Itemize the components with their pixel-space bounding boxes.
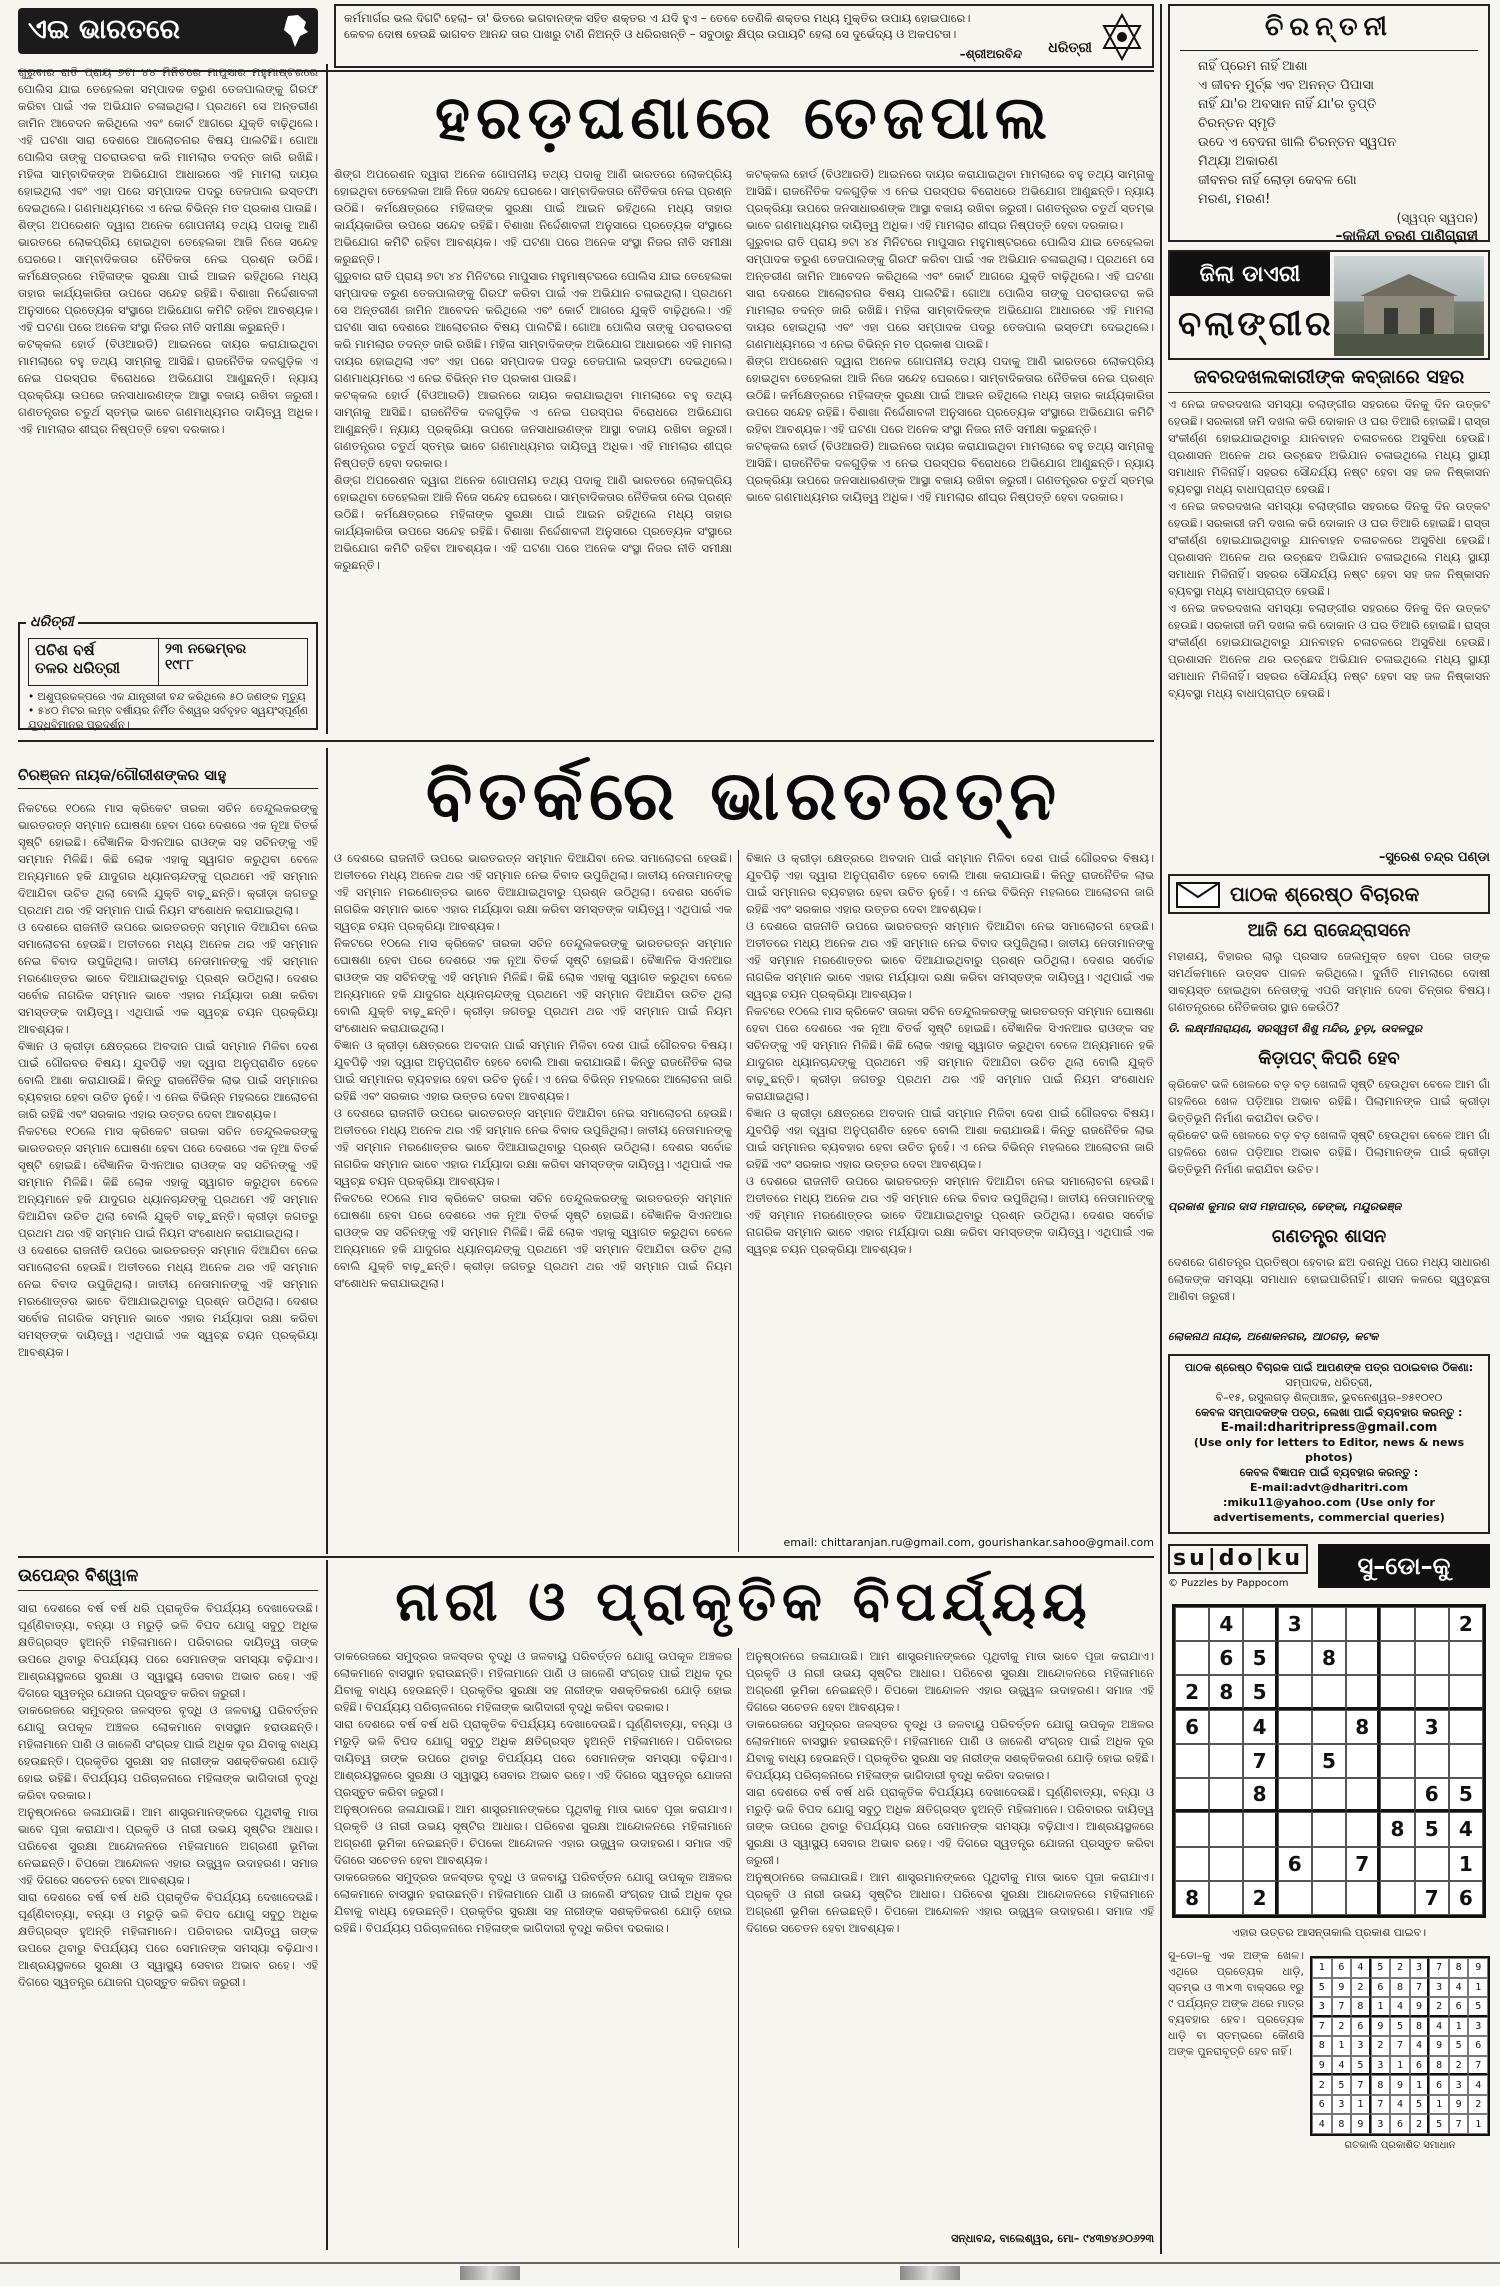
jilla-diary-box bbox=[1168, 250, 1490, 360]
sudoku-solution-cell: 4 bbox=[1429, 2017, 1449, 2037]
chirantani-line: ନାହିଁ ପ୍ରେମ ନାହିଁ ଆଶା bbox=[1198, 59, 1308, 74]
jilla-author: –ସୁରେଶ ଚନ୍ଦ୍ର ପଣ୍ଡା bbox=[1378, 850, 1490, 865]
sudoku-cell[interactable] bbox=[1346, 1641, 1380, 1675]
sudoku-cell[interactable] bbox=[1415, 1607, 1449, 1641]
story-br-col3-text-3: ନିକଟରେ ୧୦ଲେ ମାସ କ୍ରିକେଟ ତାରକା ସଚିନ ତେନ୍ଦୁଲକରଙ୍କୁ ଭାରତରତ୍ନ ସମ୍ମାନ ଘୋଷଣା ହେବା ପରେ ଦେଶରେ ଏକ ନୂଆ ବିତର୍କ ସୃଷ୍ଟି ହୋଇଛି। ବୈଜ୍ଞାନିକ ସିଏନଆର ରାଓଙ୍କ ସହ ସଚିନଙ୍କୁ ଏହି ସମ୍ମାନ ମିଳିଛି। କିଛି ଲୋକ ଏହାକୁ ସ୍ୱାଗତ କରୁଥିବା ବେଳେ ଅନ୍ୟମାନେ ହକି ଯାଦୁଗର ଧ୍ୟାନଚାନ୍ଦଙ୍କୁ ପ୍ରଥମେ ଏହି ସମ୍ମାନ ଦିଆଯିବା ଉଚିତ ଥିଲା ବୋଲି ଯୁକ୍ତି ବାଢ଼ୁଛନ୍ତି। କ୍ରୀଡ଼ା ଜଗତରୁ ପ୍ରଥମ ଥର ଏହି ସମ୍ମାନ ପାଇଁ ନିୟମ ସଂଶୋଧନ କରାଯାଇଥିଲା। bbox=[746, 1004, 1154, 1103]
sudoku-cell[interactable]: 2 bbox=[1449, 1607, 1483, 1641]
sudoku-cell[interactable]: 5 bbox=[1449, 1778, 1483, 1812]
sudoku-cell[interactable] bbox=[1346, 1675, 1380, 1709]
reader-letter-1 bbox=[1168, 948, 1490, 1018]
dharitri-mini-logo: ଧରିତ୍ରୀ bbox=[1048, 40, 1092, 56]
sudoku-solution-cell: 2 bbox=[1468, 2095, 1488, 2115]
sudoku-solution-cell: 9 bbox=[1429, 2036, 1449, 2056]
sudoku-solution-cell: 5 bbox=[1468, 1997, 1488, 2017]
sudoku-cell[interactable] bbox=[1380, 1607, 1414, 1641]
envelope-icon bbox=[1176, 882, 1220, 912]
sudoku-footer: ଏହାର ଉତ୍ତର ଆସନ୍ତାକାଲି ପ୍ରକାଶ ପାଇବ। bbox=[1231, 1926, 1427, 1939]
sudoku-cell[interactable]: 6 bbox=[1278, 1847, 1312, 1881]
story-nari-col1-text-4: ସାରା ଦେଶରେ ବର୍ଷ ବର୍ଷ ଧରି ପ୍ରାକୃତିକ ବିପର୍ଯ୍ୟୟ ଦେଖାଦେଉଛି। ଘୂର୍ଣ୍ଣିବାତ୍ୟା, ବନ୍ୟା ଓ ମରୁଡ଼ି ଭଳି ବିପଦ ଯୋଗୁ ସବୁଠୁ ଅଧିକ କ୍ଷତିଗ୍ରସ୍ତ ହୁଅନ୍ତି ମହିଳାମାନେ। ପରିବାରର ଦାୟିତ୍ୱ ତାଙ୍କ ଉପରେ ଥିବାରୁ ବିପର୍ଯ୍ୟୟ ପରେ ସେମାନଙ୍କ ସମସ୍ୟା ବଢ଼ିଯାଏ। ଆଶ୍ରୟସ୍ଥଳରେ ସୁରକ୍ଷା ଓ ସ୍ୱାସ୍ଥ୍ୟ ସେବାର ଅଭାବ ରହେ। ଏହି ଦିଗରେ ସ୍ୱତନ୍ତ୍ର ଯୋଜନା ପ୍ରସ୍ତୁତ କରିବା ଜରୁରୀ। bbox=[18, 1890, 318, 1989]
sudoku-cell[interactable]: 2 bbox=[1243, 1881, 1277, 1915]
sudoku-solution-cell: 5 bbox=[1390, 2017, 1410, 2037]
byline-bharat-ratna: ଚିରଞ୍ଜନ ନାୟକ/ଗୌରୀଶଙ୍କର ସାହୁ bbox=[18, 766, 318, 789]
contact-line2: ସମ୍ପାଦକ, ଧରିତ୍ରୀ, bbox=[1285, 1376, 1373, 1389]
sudoku-solution-cell: 9 bbox=[1468, 1958, 1488, 1978]
sudoku-solution-cell: 7 bbox=[1312, 2017, 1332, 2037]
sudoku-solution-cell: 3 bbox=[1332, 2095, 1352, 2115]
reader-letter-3 bbox=[1168, 1254, 1490, 1328]
reader-sub2-author: ପ୍ରକାଶ କୁମାର ଦାସ ମହାପାତ୍ର, ଢେଙ୍କା, ମୟୂରଭଞ୍ଜ bbox=[1168, 1200, 1402, 1213]
sudoku-solution-cell: 8 bbox=[1351, 1997, 1371, 2017]
sudoku-solution-cell: 2 bbox=[1371, 2036, 1391, 2056]
story-nari-col1-text-2: ଡାକରେଜରେ ସମୁଦ୍ରର ଜଳସ୍ତର ବୃଦ୍ଧି ଓ ଜଳବାୟୁ ପରିବର୍ତ୍ତନ ଯୋଗୁ ଉପକୂଳ ଅଞ୍ଚଳର ଲୋକମାନେ ବାସସ୍ଥାନ ହରାଉଛନ୍ତି। ମହିଳାମାନେ ପାଣି ଓ ଜାଳେଣି ସଂଗ୍ରହ ପାଇଁ ଅଧିକ ଦୂର ଯିବାକୁ ବାଧ୍ୟ ହେଉଛନ୍ତି। ପ୍ରକୃତିର ସୁରକ୍ଷା ସହ ନାରୀଙ୍କ ସଶକ୍ତିକରଣ ଯୋଡ଼ି ହୋଇ ରହିଛି। ବିପର୍ଯ୍ୟୟ ପରିଚାଳନାରେ ମହିଳାଙ୍କ ଭାଗିଦାରୀ ବୃଦ୍ଧି କରିବା ଦରକାର। bbox=[18, 1703, 318, 1802]
sudoku-cell[interactable] bbox=[1346, 1607, 1380, 1641]
story-col3-text-1: କଟକ୍କଲ ହୋର୍ଡ (ବିଓଆରଡି) ଆଇନରେ ଦାୟର କରାଯାଇଥିବା ମାମଲାରେ ବହୁ ତଥ୍ୟ ସାମ୍ନାକୁ ଆସିଛି। ରାଜନୈତିକ ଦଳଗୁଡ଼ିକ ଏ ନେଇ ପରସ୍ପର ବିରୋଧରେ ଅଭିଯୋଗ ଆଣୁଛନ୍ତି। ନ୍ୟାୟ ପ୍ରକ୍ରିୟା ଉପରେ ଜନସାଧାରଣଙ୍କ ଆସ୍ଥା ବଜାୟ ରଖିବା ଜରୁରୀ। ଗଣତନ୍ତ୍ରର ଚତୁର୍ଥ ସ୍ତମ୍ଭ ଭାବେ ଗଣମାଧ୍ୟମର ଦାୟିତ୍ୱ ଅଧିକ। ଏହି ମାମଲାର ଶୀଘ୍ର ନିଷ୍ପତ୍ତି ହେବା ଦରକାର। bbox=[746, 167, 1154, 232]
sudoku-solution-cell: 9 bbox=[1371, 2017, 1391, 2037]
sudoku-cell[interactable] bbox=[1278, 1675, 1312, 1709]
sudoku-cell[interactable] bbox=[1209, 1710, 1243, 1744]
sudoku-solution-cell: 3 bbox=[1410, 1958, 1430, 1978]
reader-letter-1-text: ମହାଶୟ, ବିହାରର ଲାଲୁ ପ୍ରସାଦ ଜେଲମୁକ୍ତ ହେବା ପରେ ତାଙ୍କ ସମର୍ଥକମାନେ ଉତ୍ସବ ପାଳନ କରିଥିଲେ। ଦୁର୍ନୀତି ମାମଲାରେ ଦୋଷୀ ସାବ୍ୟସ୍ତ ହୋଇଥିବା ନେତାଙ୍କୁ ଏପରି ସମ୍ମାନ ଦେବା ଚିନ୍ତାର ବିଷୟ। ଗଣତନ୍ତ୍ରରେ ନୈତିକତାର ସ୍ଥାନ କେଉଁଠି? bbox=[1168, 949, 1490, 1014]
story-br-col2-text-5: ନିକଟରେ ୧୦ଲେ ମାସ କ୍ରିକେଟ ତାରକା ସଚିନ ତେନ୍ଦୁଲକରଙ୍କୁ ଭାରତରତ୍ନ ସମ୍ମାନ ଘୋଷଣା ହେବା ପରେ ଦେଶରେ ଏକ ନୂଆ ବିତର୍କ ସୃଷ୍ଟି ହୋଇଛି। ବୈଜ୍ଞାନିକ ସିଏନଆର ରାଓଙ୍କ ସହ ସଚିନଙ୍କୁ ଏହି ସମ୍ମାନ ମିଳିଛି। କିଛି ଲୋକ ଏହାକୁ ସ୍ୱାଗତ କରୁଥିବା ବେଳେ ଅନ୍ୟମାନେ ହକି ଯାଦୁଗର ଧ୍ୟାନଚାନ୍ଦଙ୍କୁ ପ୍ରଥମେ ଏହି ସମ୍ମାନ ଦିଆଯିବା ଉଚିତ ଥିଲା ବୋଲି ଯୁକ୍ତି ବାଢ଼ୁଛନ୍ତି। କ୍ରୀଡ଼ା ଜଗତରୁ ପ୍ରଥମ ଥର ଏହି ସମ୍ମାନ ପାଇଁ ନିୟମ ସଂଶୋଧନ କରାଯାଇଥିଲା। bbox=[334, 1191, 732, 1290]
sudoku-solution-cell: 7 bbox=[1449, 2114, 1469, 2134]
sudoku-cell[interactable] bbox=[1380, 1710, 1414, 1744]
story-col3-text-4: କଟକ୍କଲ ହୋର୍ଡ (ବିଓଆରଡି) ଆଇନରେ ଦାୟର କରାଯାଇଥିବା ମାମଲାରେ ବହୁ ତଥ୍ୟ ସାମ୍ନାକୁ ଆସିଛି। ରାଜନୈତିକ ଦଳଗୁଡ଼ିକ ଏ ନେଇ ପରସ୍ପର ବିରୋଧରେ ଅଭିଯୋଗ ଆଣୁଛନ୍ତି। ନ୍ୟାୟ ପ୍ରକ୍ରିୟା ଉପରେ ଜନସାଧାରଣଙ୍କ ଆସ୍ଥା ବଜାୟ ରଖିବା ଜରୁରୀ। ଗଣତନ୍ତ୍ରର ଚତୁର୍ଥ ସ୍ତମ୍ଭ ଭାବେ ଗଣମାଧ୍ୟମର ଦାୟିତ୍ୱ ଅଧିକ। ଏହି ମାମଲାର ଶୀଘ୍ର ନିଷ୍ପତ୍ତି ହେବା ଦରକାର। bbox=[746, 439, 1154, 504]
sudoku-solution-cell: 1 bbox=[1449, 2017, 1469, 2037]
contact-box bbox=[1168, 1354, 1490, 1534]
sudoku-solution-cell: 6 bbox=[1429, 2075, 1449, 2095]
story-nari-col2-text-1: ଡାକରେଜରେ ସମୁଦ୍ରର ଜଳସ୍ତର ବୃଦ୍ଧି ଓ ଜଳବାୟୁ ପରିବର୍ତ୍ତନ ଯୋଗୁ ଉପକୂଳ ଅଞ୍ଚଳର ଲୋକମାନେ ବାସସ୍ଥାନ ହରାଉଛନ୍ତି। ମହିଳାମାନେ ପାଣି ଓ ଜାଳେଣି ସଂଗ୍ରହ ପାଇଁ ଅଧିକ ଦୂର ଯିବାକୁ ବାଧ୍ୟ ହେଉଛନ୍ତି। ପ୍ରକୃତିର ସୁରକ୍ଷା ସହ ନାରୀଙ୍କ ସଶକ୍ତିକରଣ ଯୋଡ଼ି ହୋଇ ରହିଛି। ବିପର୍ଯ୍ୟୟ ପରିଚାଳନାରେ ମହିଳାଙ୍କ ଭାଗିଦାରୀ ବୃଦ୍ଧି କରିବା ଦରକାର। bbox=[334, 1649, 732, 1714]
story-tejpal-text-3: କଟକ୍କଲ ହୋର୍ଡ (ବିଓଆରଡି) ଆଇନରେ ଦାୟର କରାଯାଇଥିବା ମାମଲାରେ ବହୁ ତଥ୍ୟ ସାମ୍ନାକୁ ଆସିଛି। ରାଜନୈତିକ ଦଳଗୁଡ଼ିକ ଏ ନେଇ ପରସ୍ପର ବିରୋଧରେ ଅଭିଯୋଗ ଆଣୁଛନ୍ତି। ନ୍ୟାୟ ପ୍ରକ୍ରିୟା ଉପରେ ଜନସାଧାରଣଙ୍କ ଆସ୍ଥା ବଜାୟ ରଖିବା ଜରୁରୀ। ଗଣତନ୍ତ୍ରର ଚତୁର୍ଥ ସ୍ତମ୍ଭ ଭାବେ ଗଣମାଧ୍ୟମର ଦାୟିତ୍ୱ ଅଧିକ। ଏହି ମାମଲାର ଶୀଘ୍ର ନିଷ୍ପତ୍ତି ହେବା ଦରକାର। bbox=[18, 337, 318, 436]
contact-line1: ପାଠକ ଶ୍ରେଷ୍ଠ ବିଚାରକ ପାଇଁ ଆପଣଙ୍କ ପତ୍ର ପଠାଇବାର ଠିକଣା: bbox=[1184, 1361, 1474, 1374]
sudoku-cell[interactable] bbox=[1278, 1744, 1312, 1778]
sudoku-cell[interactable]: 3 bbox=[1278, 1607, 1312, 1641]
reader-section-header bbox=[1168, 874, 1490, 914]
chirantani-line: ଜୀବନର ନାହିଁ ଲୋଡ଼ା କେବଳ ଗୋ bbox=[1198, 173, 1357, 188]
sudoku-cell[interactable]: 4 bbox=[1209, 1607, 1243, 1641]
sudoku-cell[interactable] bbox=[1209, 1778, 1243, 1812]
contact-email3[interactable]: :miku11@yahoo.com (Use only for bbox=[1223, 1496, 1435, 1509]
sudoku-cell[interactable] bbox=[1380, 1881, 1414, 1915]
chirantani-line: ମିଥ୍ୟା ଅକାରଣ bbox=[1198, 154, 1278, 169]
sudoku-solution-cell: 3 bbox=[1312, 1997, 1332, 2017]
archive-bullet-1: • ଅଶୁପ୍ରକଳ୍ପରେ ଏକ ଯାନ୍ତ୍ରୀକୀ ବନ୍ଦ କରିଥିଲେ ୫୦ ଜଣଙ୍କ ମୃତ୍ୟୁ bbox=[28, 691, 306, 703]
sudoku-cell[interactable] bbox=[1278, 1812, 1312, 1846]
archive-box bbox=[18, 614, 318, 731]
chirantani-line: ଏ ଜୀବନ ମୁର୍ଚ୍ଛ ଏବ ଅନନ୍ତ ପିପାସା bbox=[1198, 78, 1374, 93]
sudoku-logo-sub: © Puzzles by Pappocom bbox=[1168, 1578, 1289, 1589]
archive-line2: ତଳର ଧରିତ୍ରୀ bbox=[35, 659, 120, 677]
sudoku-cell[interactable]: 8 bbox=[1209, 1675, 1243, 1709]
sudoku-solution-cell: 5 bbox=[1371, 1958, 1391, 1978]
sudoku-cell[interactable] bbox=[1243, 1607, 1277, 1641]
sudoku-cell[interactable] bbox=[1415, 1744, 1449, 1778]
reader-sub3-author: ଲୋକନାଥ ନାୟକ, ଅଶୋକନଗର, ଆଠଗଡ଼, କଟକ bbox=[1168, 1330, 1379, 1343]
contact-email1[interactable]: E-mail:dharitripress@gmail.com bbox=[1220, 1420, 1438, 1434]
story-br-col3-text-4: ବିଜ୍ଞାନ ଓ କ୍ରୀଡ଼ା କ୍ଷେତ୍ରରେ ଅବଦାନ ପାଇଁ ସମ୍ମାନ ମିଳିବା ଦେଶ ପାଇଁ ଗୌରବର ବିଷୟ। ଯୁବପିଢ଼ି ଏହା ଦ୍ୱାରା ଅନୁପ୍ରାଣିତ ହେବେ ବୋଲି ଆଶା କରାଯାଉଛି। କିନ୍ତୁ ରାଜନୈତିକ ଲାଭ ପାଇଁ ସମ୍ମାନର ବ୍ୟବହାର ହେବା ଉଚିତ ନୁହେଁ। ଏ ନେଇ ବିଭିନ୍ନ ମହଲରେ ଆଲୋଚନା ଜାରି ରହିଛି ଏବଂ ସରକାର ଏହାର ଉତ୍ତର ଦେବା ଆବଶ୍ୟକ। bbox=[746, 1106, 1154, 1171]
story-nari-col2-text-3: ଅନୁଷ୍ଠାନରେ ଜଳାଯାଉଛି। ଆମ ଶାସ୍ତ୍ରମାନଙ୍କରେ ପୃଥିବୀକୁ ମାତା ଭାବେ ପୂଜା କରାଯାଏ। ପ୍ରକୃତି ଓ ନାରୀ ଉଭୟ ସୃଷ୍ଟିର ଆଧାର। ପରିବେଶ ସୁରକ୍ଷା ଆନ୍ଦୋଳନରେ ମହିଳାମାନେ ଅଗ୍ରଣୀ ଭୂମିକା ନେଇଛନ୍ତି। ଚିପକୋ ଆନ୍ଦୋଳନ ଏହାର ଉଜ୍ଜ୍ୱଳ ଉଦାହରଣ। ସମାଜ ଏହି ଦିଗରେ ସଚେତନ ହେବା ଆବଶ୍ୟକ। bbox=[334, 1802, 732, 1867]
sudoku-cell[interactable] bbox=[1380, 1641, 1414, 1675]
quote-box bbox=[334, 4, 1154, 68]
story-br-col3-text-5: ଓ ଦେଶରେ ରାଜନୀତି ଉପରେ ଭାରତରତ୍ନ ସମ୍ମାନ ଦିଆଯିବା ନେଇ ସମାଲୋଚନା ହେଉଛି। ଅତୀତରେ ମଧ୍ୟ ଅନେକ ଥର ଏହି ସମ୍ମାନ ନେଇ ବିବାଦ ଉପୁଜିଥିଲା। ଜାତୀୟ ନେତାମାନଙ୍କୁ ଏହି ସମ୍ମାନ ମରଣୋତ୍ତର ଭାବେ ଦିଆଯାଇଥିବାରୁ ପ୍ରଶ୍ନ ଉଠିଥିଲା। ଦେଶର ସର୍ବୋଚ୍ଚ ନାଗରିକ ସମ୍ମାନ ଭାବେ ଏହାର ମର୍ଯ୍ୟାଦା ରକ୍ଷା କରିବା ସମସ୍ତଙ୍କ ଦାୟିତ୍ୱ। ଏଥିପାଇଁ ଏକ ସ୍ୱଚ୍ଛ ଚୟନ ପ୍ରକ୍ରିୟା ଆବଶ୍ୟକ। bbox=[746, 1174, 1154, 1256]
sudoku-solution-cell: 8 bbox=[1390, 1978, 1410, 1998]
sudoku-cell[interactable]: 8 bbox=[1346, 1710, 1380, 1744]
sudoku-solution-cell: 1 bbox=[1390, 2056, 1410, 2076]
sudoku-cell[interactable] bbox=[1312, 1881, 1346, 1915]
sudoku-grid bbox=[1172, 1604, 1486, 1918]
sudoku-solution-cell: 8 bbox=[1332, 2114, 1352, 2134]
sudoku-cell[interactable] bbox=[1243, 1847, 1277, 1881]
sudoku-cell[interactable] bbox=[1346, 1881, 1380, 1915]
story-col2-text-3: କଟକ୍କଲ ହୋର୍ଡ (ବିଓଆରଡି) ଆଇନରେ ଦାୟର କରାଯାଇଥିବା ମାମଲାରେ ବହୁ ତଥ୍ୟ ସାମ୍ନାକୁ ଆସିଛି। ରାଜନୈତିକ ଦଳଗୁଡ଼ିକ ଏ ନେଇ ପରସ୍ପର ବିରୋଧରେ ଅଭିଯୋଗ ଆଣୁଛନ୍ତି। ନ୍ୟାୟ ପ୍ରକ୍ରିୟା ଉପରେ ଜନସାଧାରଣଙ୍କ ଆସ୍ଥା ବଜାୟ ରଖିବା ଜରୁରୀ। ଗଣତନ୍ତ୍ରର ଚତୁର୍ଥ ସ୍ତମ୍ଭ ଭାବେ ଗଣମାଧ୍ୟମର ଦାୟିତ୍ୱ ଅଧିକ। ଏହି ମାମଲାର ଶୀଘ୍ର ନିଷ୍ପତ୍ତି ହେବା ଦରକାର। bbox=[334, 388, 732, 470]
sudoku-solution-cell: 9 bbox=[1449, 2095, 1469, 2115]
story-nari-col1-text-1: ସାରା ଦେଶରେ ବର୍ଷ ବର୍ଷ ଧରି ପ୍ରାକୃତିକ ବିପର୍ଯ୍ୟୟ ଦେଖାଦେଉଛି। ଘୂର୍ଣ୍ଣିବାତ୍ୟା, ବନ୍ୟା ଓ ମରୁଡ଼ି ଭଳି ବିପଦ ଯୋଗୁ ସବୁଠୁ ଅଧିକ କ୍ଷତିଗ୍ରସ୍ତ ହୁଅନ୍ତି ମହିଳାମାନେ। ପରିବାରର ଦାୟିତ୍ୱ ତାଙ୍କ ଉପରେ ଥିବାରୁ ବିପର୍ଯ୍ୟୟ ପରେ ସେମାନଙ୍କ ସମସ୍ୟା ବଢ଼ିଯାଏ। ଆଶ୍ରୟସ୍ଥଳରେ ସୁରକ୍ଷା ଓ ସ୍ୱାସ୍ଥ୍ୟ ସେବାର ଅଭାବ ରହେ। ଏହି ଦିଗରେ ସ୍ୱତନ୍ତ୍ର ଯୋଜନା ପ୍ରସ୍ତୁତ କରିବା ଜରୁରୀ। bbox=[18, 1601, 318, 1700]
sudoku-solution-cell: 4 bbox=[1468, 2075, 1488, 2095]
archive-bullet-2-text: ୫୪୦ ମିଟର ଲମ୍ବ ବର୍ଷୀୟର ନିର୍ମିତ ବିଶ୍ୱର ସର୍ବବୃହତ ସ୍ୱୟଂସ୍ପୂର୍ଣ୍ଣ ଯୁଦ୍ଧବିମାନର ପ୍ରଦର୍ଶନ। bbox=[28, 705, 308, 731]
sudoku-solution-cell: 3 bbox=[1371, 2114, 1391, 2134]
sudoku-cell[interactable]: 6 bbox=[1175, 1710, 1209, 1744]
sudoku-cell[interactable] bbox=[1243, 1812, 1277, 1846]
sudoku-cell[interactable]: 4 bbox=[1243, 1710, 1277, 1744]
story-tejpal-col2 bbox=[334, 166, 732, 734]
sudoku-cell[interactable] bbox=[1209, 1744, 1243, 1778]
story-tejpal-text-2: ଶିଙ୍ଗ ଅପରେଶନ ଦ୍ୱାରା ଅନେକ ଗୋପନୀୟ ତଥ୍ୟ ପଦାକୁ ଆଣି ଭାରତରେ ଲୋକପ୍ରିୟ ହୋଇଥିବା ତେହେଲକା ଆଜି ନିଜେ ସନ୍ଦେହ ଘେରରେ। ସାମ୍ବାଦିକତାର ନୈତିକତା ନେଇ ପ୍ରଶ୍ନ ଉଠିଛି। କର୍ମକ୍ଷେତ୍ରରେ ମହିଳାଙ୍କ ସୁରକ୍ଷା ପାଇଁ ଆଇନ ରହିଥିଲେ ମଧ୍ୟ ତାହାର କାର୍ଯ୍ୟକାରିତା ଉପରେ ସନ୍ଦେହ ରହିଛି। ବିଶାଖା ନିର୍ଦ୍ଦେଶାବଳୀ ଅନୁସାରେ ପ୍ରତ୍ୟେକ ସଂସ୍ଥାରେ ଅଭିଯୋଗ କମିଟି ରହିବା ଆବଶ୍ୟକ। ଏହି ଘଟଣା ପରେ ଅନେକ ସଂସ୍ଥା ନିଜର ନୀତି ସମୀକ୍ଷା କରୁଛନ୍ତି। bbox=[18, 218, 318, 334]
reader-letter-2 bbox=[1168, 1076, 1490, 1196]
sudoku-solution-grid bbox=[1310, 1956, 1490, 2136]
sudoku-cell[interactable] bbox=[1449, 1641, 1483, 1675]
reader-letter-3-text: ଦେଶରେ ଗଣତନ୍ତ୍ର ପ୍ରତିଷ୍ଠା ହେବାର ଛଅ ଦଶନ୍ଧି ପରେ ମଧ୍ୟ ସାଧାରଣ ଲୋକଙ୍କ ସମସ୍ୟା ସମାଧାନ ହୋଇପାରିନାହିଁ। ଶାସନ କଳରେ ସ୍ୱଚ୍ଛତା ଆଣିବା ଜରୁରୀ। bbox=[1168, 1255, 1490, 1303]
sudoku-solution-cell: 2 bbox=[1351, 1978, 1371, 1998]
sudoku-cell[interactable] bbox=[1312, 1778, 1346, 1812]
sudoku-cell[interactable] bbox=[1209, 1812, 1243, 1846]
sudoku-solution-cell: 1 bbox=[1312, 1958, 1332, 1978]
story-br-col2-text-3: ବିଜ୍ଞାନ ଓ କ୍ରୀଡ଼ା କ୍ଷେତ୍ରରେ ଅବଦାନ ପାଇଁ ସମ୍ମାନ ମିଳିବା ଦେଶ ପାଇଁ ଗୌରବର ବିଷୟ। ଯୁବପିଢ଼ି ଏହା ଦ୍ୱାରା ଅନୁପ୍ରାଣିତ ହେବେ ବୋଲି ଆଶା କରାଯାଉଛି। କିନ୍ତୁ ରାଜନୈତିକ ଲାଭ ପାଇଁ ସମ୍ମାନର ବ୍ୟବହାର ହେବା ଉଚିତ ନୁହେଁ। ଏ ନେଇ ବିଭିନ୍ନ ମହଲରେ ଆଲୋଚନା ଜାରି ରହିଛି ଏବଂ ସରକାର ଏହାର ଉତ୍ତର ଦେବା ଆବଶ୍ୟକ। bbox=[334, 1038, 732, 1103]
jilla-headline: ଜବରଦଖଲକାରୀଙ୍କ କବ୍ଜାରେ ସହର bbox=[1168, 366, 1490, 393]
registration-mark-1 bbox=[460, 2266, 520, 2280]
sudoku-solution-cell: 7 bbox=[1410, 1978, 1430, 1998]
archive-bullet-2: • ୫୪୦ ମିଟର ଲମ୍ବ ବର୍ଷୀୟର ନିର୍ମିତ ବିଶ୍ୱର ସର୍ବବୃହତ ସ୍ୱୟଂସ୍ପୂର୍ଣ୍ଣ ଯୁଦ୍ଧବିମାନର ପ୍ରଦର୍ଶନ। bbox=[28, 705, 308, 731]
reader-sub1-author: ଡି. ଲକ୍ଷ୍ମୀନାରାୟଣ, ସରସ୍ୱତୀ ଶିଶୁ ମନ୍ଦିର, ଚୁଡ଼ା, ଉଦଳପୁର bbox=[1168, 1022, 1423, 1035]
sudoku-solution-cell: 7 bbox=[1468, 2056, 1488, 2076]
sudoku-cell[interactable] bbox=[1175, 1812, 1209, 1846]
registration-mark-2 bbox=[900, 2266, 960, 2280]
sudoku-solution-cell: 4 bbox=[1312, 2114, 1332, 2134]
sudoku-cell[interactable]: 1 bbox=[1449, 1847, 1483, 1881]
sudoku-cell[interactable]: 6 bbox=[1209, 1641, 1243, 1675]
sudoku-cell[interactable]: 6 bbox=[1449, 1881, 1483, 1915]
sudoku-cell[interactable]: 8 bbox=[1243, 1778, 1277, 1812]
sudoku-solution-cell: 7 bbox=[1332, 1997, 1352, 2017]
sudoku-cell[interactable] bbox=[1380, 1744, 1414, 1778]
sudoku-cell[interactable]: 7 bbox=[1243, 1744, 1277, 1778]
story-br-col1-text-2: ଓ ଦେଶରେ ରାଜନୀତି ଉପରେ ଭାରତରତ୍ନ ସମ୍ମାନ ଦିଆଯିବା ନେଇ ସମାଲୋଚନା ହେଉଛି। ଅତୀତରେ ମଧ୍ୟ ଅନେକ ଥର ଏହି ସମ୍ମାନ ନେଇ ବିବାଦ ଉପୁଜିଥିଲା। ଜାତୀୟ ନେତାମାନଙ୍କୁ ଏହି ସମ୍ମାନ ମରଣୋତ୍ତର ଭାବେ ଦିଆଯାଇଥିବାରୁ ପ୍ରଶ୍ନ ଉଠିଥିଲା। ଦେଶର ସର୍ବୋଚ୍ଚ ନାଗରିକ ସମ୍ମାନ ଭାବେ ଏହାର ମର୍ଯ୍ୟାଦା ରକ୍ଷା କରିବା ସମସ୍ତଙ୍କ ଦାୟିତ୍ୱ। ଏଥିପାଇଁ ଏକ ସ୍ୱଚ୍ଛ ଚୟନ ପ୍ରକ୍ରିୟା ଆବଶ୍ୟକ। bbox=[18, 920, 318, 1036]
sudoku-title: ସୁ–ଡୋ–କୁ bbox=[1318, 1544, 1490, 1588]
sudoku-cell[interactable]: 8 bbox=[1312, 1641, 1346, 1675]
sudoku-cell[interactable]: 5 bbox=[1243, 1675, 1277, 1709]
sudoku-solution-cell: 3 bbox=[1371, 2056, 1391, 2076]
sudoku-cell[interactable] bbox=[1175, 1607, 1209, 1641]
archive-date2: ୧୯୮୮ bbox=[165, 657, 194, 673]
byline-upendra: ଉପେନ୍ଦ୍ର ବିଶ୍ୱାଳ bbox=[18, 1566, 318, 1591]
sudoku-cell[interactable] bbox=[1415, 1641, 1449, 1675]
sudoku-cell[interactable] bbox=[1278, 1881, 1312, 1915]
sudoku-cell[interactable] bbox=[1380, 1778, 1414, 1812]
sudoku-cell[interactable]: 3 bbox=[1415, 1710, 1449, 1744]
story-tejpal-col3 bbox=[746, 166, 1154, 734]
sudoku-header bbox=[1168, 1544, 1490, 1594]
sudoku-solution-cell: 3 bbox=[1468, 2017, 1488, 2037]
jilla-story-text-2: ଏ ନେଇ ଜବରଦଖଲ ସମସ୍ୟା ବଲାଙ୍ଗୀର ସହରରେ ଦିନକୁ ଦିନ ଉତ୍କଟ ହେଉଛି। ସରକାରୀ ଜମି ଦଖଲ କରି ଦୋକାନ ଓ ଘର ତିଆରି ହୋଇଛି। ରାସ୍ତା ସଂକୀର୍ଣ୍ଣ ହୋଇଯାଇଥିବାରୁ ଯାନବାହନ ଚଳାଚଳରେ ଅସୁବିଧା ହେଉଛି। ପ୍ରଶାସନ ଅନେକ ଥର ଉଚ୍ଛେଦ ଅଭିଯାନ ଚଳାଇଥିଲେ ମଧ୍ୟ ସ୍ଥାୟୀ ସମାଧାନ ମିଳିନାହିଁ। ସହରର ସୌନ୍ଦର୍ଯ୍ୟ ନଷ୍ଟ ହେବା ସହ ଜଳ ନିଷ୍କାସନ ବ୍ୟବସ୍ଥା ମଧ୍ୟ ବାଧାପ୍ରାପ୍ତ ହେଉଛି। bbox=[1168, 499, 1490, 598]
chirantani-line: ଚିରନ୍ତନ ସ୍ମୃତି bbox=[1198, 116, 1276, 131]
sudoku-cell[interactable] bbox=[1312, 1607, 1346, 1641]
story-col3-text-2: ଗୁରୁବାର ରାତି ପ୍ରାୟ ୭ଟା ୪୪ ମିନିଟରେ ମାପୁସାର ମହୁମାଷ୍ଟରରେ ପୋଲିସ ଯାଇ ତେହେଲକା ସମ୍ପାଦକ ତରୁଣ ତେଜପାଲଙ୍କୁ ଗିରଫ କରିବା ପାଇଁ ଏକ ଅଭିଯାନ ଚଳାଇଥିଲା। ପ୍ରଥମେ ସେ ଅନ୍ତରୀଣ ଜାମିନ ଆବେଦନ କରିଥିଲେ ଏବଂ କୋର୍ଟ ଆଗରେ ଯୁକ୍ତି ବାଢ଼ିଥିଲେ। ଏହି ଘଟଣା ସାରା ଦେଶରେ ଆଲୋଚନାର ବିଷୟ ପାଲଟିଛି। ଗୋଆ ପୋଲିସ ତାଙ୍କୁ ପଚରାଉଚରା କରି ମାମଲାର ତଦନ୍ତ ଜାରି ରଖିଛି। ମହିଳା ସାମ୍ବାଦିକଙ୍କ ଅଭିଯୋଗ ଆଧାରରେ ଏହି ମାମଲା ଦାୟର ହୋଇଥିଲା ଏବଂ ଏହା ପରେ ସମ୍ପାଦକ ପଦରୁ ତେଜପାଲ ଇସ୍ତଫା ଦେଇଥିଲେ। ଗଣମାଧ୍ୟମରେ ଏ ନେଇ ବିଭିନ୍ନ ମତ ପ୍ରକାଶ ପାଉଛି। bbox=[746, 235, 1154, 351]
story-nari-col2 bbox=[334, 1648, 732, 2246]
contact-email3b: advertisements, commercial queries) bbox=[1213, 1511, 1445, 1524]
sudoku-solution-cell: 6 bbox=[1468, 2036, 1488, 2056]
reader-section-title: ପାଠକ ଶ୍ରେଷ୍ଠ ବିଚାରକ bbox=[1230, 882, 1420, 906]
sudoku-solution-cell: 6 bbox=[1449, 1997, 1469, 2017]
reader-sub1: ଆଜି ଯେ ରାଜେନ୍ଦ୍ରାସନେ bbox=[1247, 920, 1411, 941]
sudoku-solution-cell: 8 bbox=[1429, 2056, 1449, 2076]
sudoku-cell[interactable] bbox=[1415, 1675, 1449, 1709]
story-nari-col1-text-3: ଅନୁଷ୍ଠାନରେ ଜଳାଯାଉଛି। ଆମ ଶାସ୍ତ୍ରମାନଙ୍କରେ ପୃଥିବୀକୁ ମାତା ଭାବେ ପୂଜା କରାଯାଏ। ପ୍ରକୃତି ଓ ନାରୀ ଉଭୟ ସୃଷ୍ଟିର ଆଧାର। ପରିବେଶ ସୁରକ୍ଷା ଆନ୍ଦୋଳନରେ ମହିଳାମାନେ ଅଗ୍ରଣୀ ଭୂମିକା ନେଇଛନ୍ତି। ଚିପକୋ ଆନ୍ଦୋଳନ ଏହାର ଉଜ୍ଜ୍ୱଳ ଉଦାହରଣ। ସମାଜ ଏହି ଦିଗରେ ସଚେତନ ହେବା ଆବଶ୍ୟକ। bbox=[18, 1805, 318, 1887]
story-nari-col3-text-3: ସାରା ଦେଶରେ ବର୍ଷ ବର୍ଷ ଧରି ପ୍ରାକୃତିକ ବିପର୍ଯ୍ୟୟ ଦେଖାଦେଉଛି। ଘୂର୍ଣ୍ଣିବାତ୍ୟା, ବନ୍ୟା ଓ ମରୁଡ଼ି ଭଳି ବିପଦ ଯୋଗୁ ସବୁଠୁ ଅଧିକ କ୍ଷତିଗ୍ରସ୍ତ ହୁଅନ୍ତି ମହିଳାମାନେ। ପରିବାରର ଦାୟିତ୍ୱ ତାଙ୍କ ଉପରେ ଥିବାରୁ ବିପର୍ଯ୍ୟୟ ପରେ ସେମାନଙ୍କ ସମସ୍ୟା ବଢ଼ିଯାଏ। ଆଶ୍ରୟସ୍ଥଳରେ ସୁରକ୍ଷା ଓ ସ୍ୱାସ୍ଥ୍ୟ ସେବାର ଅଭାବ ରହେ। ଏହି ଦିଗରେ ସ୍ୱତନ୍ତ୍ର ଯୋଜନା ପ୍ରସ୍ତୁତ କରିବା ଜରୁରୀ। bbox=[746, 1785, 1154, 1867]
sudoku-cell[interactable]: 2 bbox=[1175, 1675, 1209, 1709]
archive-label: ଧରିତ୍ରୀ bbox=[26, 614, 78, 630]
headline-tejpal: ହରଡ଼ଘଣାରେ ତେଜପାଲ bbox=[435, 83, 1053, 153]
headline-bharat-ratna: ବିତର୍କରେ ଭାରତରତ୍ନ bbox=[425, 756, 1063, 836]
author-emails: email: chittaranjan.ru@gmail.com, gourishankar.sahoo@gmail.com bbox=[783, 1536, 1154, 1549]
story-br-col3-text-2: ଓ ଦେଶରେ ରାଜନୀତି ଉପରେ ଭାରତରତ୍ନ ସମ୍ମାନ ଦିଆଯିବା ନେଇ ସମାଲୋଚନା ହେଉଛି। ଅତୀତରେ ମଧ୍ୟ ଅନେକ ଥର ଏହି ସମ୍ମାନ ନେଇ ବିବାଦ ଉପୁଜିଥିଲା। ଜାତୀୟ ନେତାମାନଙ୍କୁ ଏହି ସମ୍ମାନ ମରଣୋତ୍ତର ଭାବେ ଦିଆଯାଇଥିବାରୁ ପ୍ରଶ୍ନ ଉଠିଥିଲା। ଦେଶର ସର୍ବୋଚ୍ଚ ନାଗରିକ ସମ୍ମାନ ଭାବେ ଏହାର ମର୍ଯ୍ୟାଦା ରକ୍ଷା କରିବା ସମସ୍ତଙ୍କ ଦାୟିତ୍ୱ। ଏଥିପାଇଁ ଏକ ସ୍ୱଚ୍ଛ ଚୟନ ପ୍ରକ୍ରିୟା ଆବଶ୍ୟକ। bbox=[746, 919, 1154, 1001]
chirantani-line: ନାହିଁ ଯା'ର ଅବସାନ ନାହିଁ ଯା'ର ତୃପ୍ତି bbox=[1198, 97, 1377, 112]
sudoku-cell[interactable]: 6 bbox=[1415, 1778, 1449, 1812]
sudoku-cell[interactable]: 8 bbox=[1380, 1812, 1414, 1846]
quote-author: –ଶ୍ରୀଅରବିନ୍ଦ bbox=[959, 47, 1022, 61]
sudoku-solution-cell: 7 bbox=[1371, 2095, 1391, 2115]
story-tejpal-text-1: ଗୁରୁବାର ରାତି ପ୍ରାୟ ୭ଟା ୪୪ ମିନିଟରେ ମାପୁସାର ମହୁମାଷ୍ଟରରେ ପୋଲିସ ଯାଇ ତେହେଲକା ସମ୍ପାଦକ ତରୁଣ ତେଜପାଲଙ୍କୁ ଗିରଫ କରିବା ପାଇଁ ଏକ ଅଭିଯାନ ଚଳାଇଥିଲା। ପ୍ରଥମେ ସେ ଅନ୍ତରୀଣ ଜାମିନ ଆବେଦନ କରିଥିଲେ ଏବଂ କୋର୍ଟ ଆଗରେ ଯୁକ୍ତି ବାଢ଼ିଥିଲେ। ଏହି ଘଟଣା ସାରା ଦେଶରେ ଆଲୋଚନାର ବିଷୟ ପାଲଟିଛି। ଗୋଆ ପୋଲିସ ତାଙ୍କୁ ପଚରାଉଚରା କରି ମାମଲାର ତଦନ୍ତ ଜାରି ରଖିଛି। ମହିଳା ସାମ୍ବାଦିକଙ୍କ ଅଭିଯୋଗ ଆଧାରରେ ଏହି ମାମଲା ଦାୟର ହୋଇଥିଲା ଏବଂ ଏହା ପରେ ସମ୍ପାଦକ ପଦରୁ ତେଜପାଲ ଇସ୍ତଫା ଦେଇଥିଲେ। ଗଣମାଧ୍ୟମରେ ଏ ନେଇ ବିଭିନ୍ନ ମତ ପ୍ରକାଶ ପାଉଛି। bbox=[18, 65, 318, 215]
sudoku-solution-cell: 5 bbox=[1312, 1978, 1332, 1998]
sudoku-solution-cell: 2 bbox=[1390, 1958, 1410, 1978]
story-nari-col1 bbox=[18, 1600, 318, 2246]
sudoku-solution-cell: 9 bbox=[1410, 1997, 1430, 2017]
story-col3-text-3: ଶିଙ୍ଗ ଅପରେଶନ ଦ୍ୱାରା ଅନେକ ଗୋପନୀୟ ତଥ୍ୟ ପଦାକୁ ଆଣି ଭାରତରେ ଲୋକପ୍ରିୟ ହୋଇଥିବା ତେହେଲକା ଆଜି ନିଜେ ସନ୍ଦେହ ଘେରରେ। ସାମ୍ବାଦିକତାର ନୈତିକତା ନେଇ ପ୍ରଶ୍ନ ଉଠିଛି। କର୍ମକ୍ଷେତ୍ରରେ ମହିଳାଙ୍କ ସୁରକ୍ଷା ପାଇଁ ଆଇନ ରହିଥିଲେ ମଧ୍ୟ ତାହାର କାର୍ଯ୍ୟକାରିତା ଉପରେ ସନ୍ଦେହ ରହିଛି। ବିଶାଖା ନିର୍ଦ୍ଦେଶାବଳୀ ଅନୁସାରେ ପ୍ରତ୍ୟେକ ସଂସ୍ଥାରେ ଅଭିଯୋଗ କମିଟି ରହିବା ଆବଶ୍ୟକ। ଏହି ଘଟଣା ପରେ ଅନେକ ସଂସ୍ଥା ନିଜର ନୀତି ସମୀକ୍ଷା କରୁଛନ୍ତି। bbox=[746, 354, 1154, 436]
sudoku-cell[interactable] bbox=[1175, 1744, 1209, 1778]
sudoku-solution-cell: 2 bbox=[1410, 2114, 1430, 2134]
sudoku-solution-cell: 3 bbox=[1429, 1978, 1449, 1998]
sudoku-solution-cell: 4 bbox=[1332, 2056, 1352, 2076]
sudoku-solution-cell: 7 bbox=[1390, 2036, 1410, 2056]
sudoku-solution-cell: 1 bbox=[1351, 2095, 1371, 2115]
sudoku-cell[interactable] bbox=[1175, 1778, 1209, 1812]
story-br-col2-text-4: ଓ ଦେଶରେ ରାଜନୀତି ଉପରେ ଭାରତରତ୍ନ ସମ୍ମାନ ଦିଆଯିବା ନେଇ ସମାଲୋଚନା ହେଉଛି। ଅତୀତରେ ମଧ୍ୟ ଅନେକ ଥର ଏହି ସମ୍ମାନ ନେଇ ବିବାଦ ଉପୁଜିଥିଲା। ଜାତୀୟ ନେତାମାନଙ୍କୁ ଏହି ସମ୍ମାନ ମରଣୋତ୍ତର ଭାବେ ଦିଆଯାଇଥିବାରୁ ପ୍ରଶ୍ନ ଉଠିଥିଲା। ଦେଶର ସର୍ବୋଚ୍ଚ ନାଗରିକ ସମ୍ମାନ ଭାବେ ଏହାର ମର୍ଯ୍ୟାଦା ରକ୍ଷା କରିବା ସମସ୍ତଙ୍କ ଦାୟିତ୍ୱ। ଏଥିପାଇଁ ଏକ ସ୍ୱଚ୍ଛ ଚୟନ ପ୍ରକ୍ରିୟା ଆବଶ୍ୟକ। bbox=[334, 1106, 732, 1188]
sudoku-solution-cell: 8 bbox=[1312, 2036, 1332, 2056]
story-bharatratna-col1 bbox=[18, 800, 318, 1552]
sudoku-solution-cell: 6 bbox=[1332, 1958, 1352, 1978]
sudoku-solution-cell: 9 bbox=[1332, 1978, 1352, 1998]
archive-bullet-1-text: ଅଶୁପ୍ରକଳ୍ପରେ ଏକ ଯାନ୍ତ୍ରୀକୀ ବନ୍ଦ କରିଥିଲେ ୫୦ ଜଣଙ୍କ ମୃତ୍ୟୁ bbox=[37, 691, 306, 703]
sudoku-solution-cell: 1 bbox=[1468, 2114, 1488, 2134]
story-nari-col3-text-4: ଅନୁଷ୍ଠାନରେ ଜଳାଯାଉଛି। ଆମ ଶାସ୍ତ୍ରମାନଙ୍କରେ ପୃଥିବୀକୁ ମାତା ଭାବେ ପୂଜା କରାଯାଏ। ପ୍ରକୃତି ଓ ନାରୀ ଉଭୟ ସୃଷ୍ଟିର ଆଧାର। ପରିବେଶ ସୁରକ୍ଷା ଆନ୍ଦୋଳନରେ ମହିଳାମାନେ ଅଗ୍ରଣୀ ଭୂମିକା ନେଇଛନ୍ତି। ଚିପକୋ ଆନ୍ଦୋଳନ ଏହାର ଉଜ୍ଜ୍ୱଳ ଉଦାହରଣ। ସମାଜ ଏହି ଦିଗରେ ସଚେତନ ହେବା ଆବଶ୍ୟକ। bbox=[746, 1870, 1154, 1935]
sudoku-cell[interactable] bbox=[1312, 1847, 1346, 1881]
contact-email2[interactable]: E-mail:advt@dharitri.com bbox=[1249, 1481, 1409, 1494]
chirantani-line: ଉଦେ ଏ ବେଦନା ଖାଲି ଚିରନ୍ତନ ସ୍ୱପନ bbox=[1198, 135, 1397, 150]
sudoku-rules bbox=[1168, 1948, 1304, 2238]
story-br-col2-text-2: ନିକଟରେ ୧୦ଲେ ମାସ କ୍ରିକେଟ ତାରକା ସଚିନ ତେନ୍ଦୁଲକରଙ୍କୁ ଭାରତରତ୍ନ ସମ୍ମାନ ଘୋଷଣା ହେବା ପରେ ଦେଶରେ ଏକ ନୂଆ ବିତର୍କ ସୃଷ୍ଟି ହୋଇଛି। ବୈଜ୍ଞାନିକ ସିଏନଆର ରାଓଙ୍କ ସହ ସଚିନଙ୍କୁ ଏହି ସମ୍ମାନ ମିଳିଛି। କିଛି ଲୋକ ଏହାକୁ ସ୍ୱାଗତ କରୁଥିବା ବେଳେ ଅନ୍ୟମାନେ ହକି ଯାଦୁଗର ଧ୍ୟାନଚାନ୍ଦଙ୍କୁ ପ୍ରଥମେ ଏହି ସମ୍ମାନ ଦିଆଯିବା ଉଚିତ ଥିଲା ବୋଲି ଯୁକ୍ତି ବାଢ଼ୁଛନ୍ତି। କ୍ରୀଡ଼ା ଜଗତରୁ ପ୍ରଥମ ଥର ଏହି ସମ୍ମାନ ପାଇଁ ନିୟମ ସଂଶୋଧନ କରାଯାଇଥିଲା। bbox=[334, 936, 732, 1035]
story-bharatratna-col2 bbox=[334, 850, 732, 1552]
story-br-col2-text-1: ଓ ଦେଶରେ ରାଜନୀତି ଉପରେ ଭାରତରତ୍ନ ସମ୍ମାନ ଦିଆଯିବା ନେଇ ସମାଲୋଚନା ହେଉଛି। ଅତୀତରେ ମଧ୍ୟ ଅନେକ ଥର ଏହି ସମ୍ମାନ ନେଇ ବିବାଦ ଉପୁଜିଥିଲା। ଜାତୀୟ ନେତାମାନଙ୍କୁ ଏହି ସମ୍ମାନ ମରଣୋତ୍ତର ଭାବେ ଦିଆଯାଇଥିବାରୁ ପ୍ରଶ୍ନ ଉଠିଥିଲା। ଦେଶର ସର୍ବୋଚ୍ଚ ନାଗରିକ ସମ୍ମାନ ଭାବେ ଏହାର ମର୍ଯ୍ୟାଦା ରକ୍ଷା କରିବା ସମସ୍ତଙ୍କ ଦାୟିତ୍ୱ। ଏଥିପାଇଁ ଏକ ସ୍ୱଚ୍ଛ ଚୟନ ପ୍ରକ୍ରିୟା ଆବଶ୍ୟକ। bbox=[334, 851, 732, 933]
section-logo bbox=[18, 8, 318, 54]
sudoku-cell[interactable] bbox=[1380, 1675, 1414, 1709]
reader-letter-2-text-b: କ୍ରିକେଟ ଭଳି ଖେଳରେ ବଡ଼ ବଡ଼ ଖେଳାଳି ସୃଷ୍ଟି ହେଉଥିବା ବେଳେ ଆମ ଗାଁ ଗହଳିରେ ଖେଳ ପଡ଼ିଆର ଅଭାବ ରହିଛି। ପିଲାମାନଙ୍କ ପାଇଁ କ୍ରୀଡ଼ା ଭିତ୍ତିଭୂମି ନିର୍ମାଣ କରାଯିବା ଉଚିତ। bbox=[1168, 1128, 1490, 1176]
chirantani-box bbox=[1168, 4, 1490, 242]
sudoku-solution-cell: 2 bbox=[1332, 2017, 1352, 2037]
sudoku-solution-cell: 9 bbox=[1351, 2114, 1371, 2134]
contact-line4: କେବଳ ସମ୍ପାଦକଙ୍କ ପତ୍ର, ଲେଖା ପାଇଁ ବ୍ୟବହାର କରନ୍ତୁ : bbox=[1195, 1406, 1463, 1419]
sudoku-solution-cell: 5 bbox=[1429, 2114, 1449, 2134]
sudoku-cell[interactable]: 7 bbox=[1346, 1847, 1380, 1881]
jilla-story bbox=[1168, 396, 1490, 844]
jilla-name: ବଲାଙ୍ଗୀର bbox=[1178, 304, 1334, 344]
sudoku-solution-cell: 6 bbox=[1351, 2017, 1371, 2037]
sudoku-cell[interactable] bbox=[1449, 1710, 1483, 1744]
story-bharatratna-col3 bbox=[746, 850, 1154, 1534]
sudoku-cell[interactable]: 4 bbox=[1449, 1812, 1483, 1846]
sudoku-solution-cell: 5 bbox=[1332, 2075, 1352, 2095]
reader-sub3: ଗଣତନ୍ତ୍ର ଶାସନ bbox=[1271, 1226, 1387, 1247]
sudoku-solution-cell: 1 bbox=[1429, 2095, 1449, 2115]
sudoku-cell[interactable] bbox=[1175, 1847, 1209, 1881]
sudoku-rules-text: ସୁ–ଡୋ–କୁ ଏକ ଅଙ୍କ ଖେଳ। ଏଥିରେ ପ୍ରତ୍ୟେକ ଧାଡ଼ି, ସ୍ତମ୍ଭ ଓ ୩×୩ ବାକ୍ସରେ ୧ରୁ ୯ ପର୍ଯ୍ୟନ୍ତ ଅଙ୍କ ଥରେ ମାତ୍ର ବ୍ୟବହାର ହେବ। ପ୍ରତ୍ୟେକ ଧାଡ଼ି ବା ସ୍ତମ୍ଭରେ କୌଣସି ଅଙ୍କ ପୁନରାବୃତ୍ତି ହେବ ନାହିଁ। bbox=[1168, 1949, 1304, 2058]
quote-text: କର୍ମମାର୍ଗର ଭଲ ଦିଗଟି ହେଲା– ତା' ଭିତରେ ଭଗବାନଙ୍କ ସହିତ ଶକ୍ତର ଏ ଯଦି ହୁଏ – ତେବେ ତେଣିକି ଶକ୍ତର ମଧ୍ୟ ମୁକ୍ତିର ଉପାୟ ହୋଇପାରେ। କେବଳ ଦୋଷ ହେଉଛି ଭାଗବତ ଆନନ୍ଦ ତାର ପାଖରୁ ଟାଣି ନିଅନ୍ତି ଓ ଧରିରଖନ୍ତି – ସବୁଠାରୁ କ୍ଷିପ୍ର ଉପାୟଟି ହେଲା ସେ ଦୁର୍ଭେଦ୍ୟ ଓ ଅକପଟତା। bbox=[344, 11, 971, 41]
sudoku-solution-cell: 5 bbox=[1351, 2056, 1371, 2076]
sudoku-cell[interactable] bbox=[1380, 1847, 1414, 1881]
sudoku-solution-cell: 5 bbox=[1449, 2036, 1469, 2056]
story-col2-text-1: ଶିଙ୍ଗ ଅପରେଶନ ଦ୍ୱାରା ଅନେକ ଗୋପନୀୟ ତଥ୍ୟ ପଦାକୁ ଆଣି ଭାରତରେ ଲୋକପ୍ରିୟ ହୋଇଥିବା ତେହେଲକା ଆଜି ନିଜେ ସନ୍ଦେହ ଘେରରେ। ସାମ୍ବାଦିକତାର ନୈତିକତା ନେଇ ପ୍ରଶ୍ନ ଉଠିଛି। କର୍ମକ୍ଷେତ୍ରରେ ମହିଳାଙ୍କ ସୁରକ୍ଷା ପାଇଁ ଆଇନ ରହିଥିଲେ ମଧ୍ୟ ତାହାର କାର୍ଯ୍ୟକାରିତା ଉପରେ ସନ୍ଦେହ ରହିଛି। ବିଶାଖା ନିର୍ଦ୍ଦେଶାବଳୀ ଅନୁସାରେ ପ୍ରତ୍ୟେକ ସଂସ୍ଥାରେ ଅଭିଯୋଗ କମିଟି ରହିବା ଆବଶ୍ୟକ। ଏହି ଘଟଣା ପରେ ଅନେକ ସଂସ୍ଥା ନିଜର ନୀତି ସମୀକ୍ଷା କରୁଛନ୍ତି। bbox=[334, 167, 732, 266]
story-nari-col3 bbox=[746, 1648, 1154, 2228]
contact-line5: କେବଳ ବିଜ୍ଞାପନ ପାଇଁ ବ୍ୟବହାର କରନ୍ତୁ : bbox=[1239, 1466, 1419, 1479]
sudoku-solution-cell: 1 bbox=[1468, 1978, 1488, 1998]
sudoku-solution-cell: 6 bbox=[1312, 2095, 1332, 2115]
story-nari-col3-text-1: ଅନୁଷ୍ଠାନରେ ଜଳାଯାଉଛି। ଆମ ଶାସ୍ତ୍ରମାନଙ୍କରେ ପୃଥିବୀକୁ ମାତା ଭାବେ ପୂଜା କରାଯାଏ। ପ୍ରକୃତି ଓ ନାରୀ ଉଭୟ ସୃଷ୍ଟିର ଆଧାର। ପରିବେଶ ସୁରକ୍ଷା ଆନ୍ଦୋଳନରେ ମହିଳାମାନେ ଅଗ୍ରଣୀ ଭୂମିକା ନେଇଛନ୍ତି। ଚିପକୋ ଆନ୍ଦୋଳନ ଏହାର ଉଜ୍ଜ୍ୱଳ ଉଦାହରଣ। ସମାଜ ଏହି ଦିଗରେ ସଚେତନ ହେବା ଆବଶ୍ୟକ। bbox=[746, 1649, 1154, 1714]
jilla-story-text-1: ଏ ନେଇ ଜବରଦଖଲ ସମସ୍ୟା ବଲାଙ୍ଗୀର ସହରରେ ଦିନକୁ ଦିନ ଉତ୍କଟ ହେଉଛି। ସରକାରୀ ଜମି ଦଖଲ କରି ଦୋକାନ ଓ ଘର ତିଆରି ହୋଇଛି। ରାସ୍ତା ସଂକୀର୍ଣ୍ଣ ହୋଇଯାଇଥିବାରୁ ଯାନବାହନ ଚଳାଚଳରେ ଅସୁବିଧା ହେଉଛି। ପ୍ରଶାସନ ଅନେକ ଥର ଉଚ୍ଛେଦ ଅଭିଯାନ ଚଳାଇଥିଲେ ମଧ୍ୟ ସ୍ଥାୟୀ ସମାଧାନ ମିଳିନାହିଁ। ସହରର ସୌନ୍ଦର୍ଯ୍ୟ ନଷ୍ଟ ହେବା ସହ ଜଳ ନିଷ୍କାସନ ବ୍ୟବସ୍ଥା ମଧ୍ୟ ବାଧାପ୍ରାପ୍ତ ହେଉଛି। bbox=[1168, 397, 1490, 496]
sudoku-cell[interactable] bbox=[1346, 1812, 1380, 1846]
sudoku-cell[interactable]: 5 bbox=[1243, 1641, 1277, 1675]
sudoku-solution-cell: 5 bbox=[1410, 2095, 1430, 2115]
sudoku-solution-cell: 4 bbox=[1390, 1997, 1410, 2017]
sudoku-cell[interactable] bbox=[1346, 1778, 1380, 1812]
story-br-col1-text-4: ନିକଟରେ ୧୦ଲେ ମାସ କ୍ରିକେଟ ତାରକା ସଚିନ ତେନ୍ଦୁଲକରଙ୍କୁ ଭାରତରତ୍ନ ସମ୍ମାନ ଘୋଷଣା ହେବା ପରେ ଦେଶରେ ଏକ ନୂଆ ବିତର୍କ ସୃଷ୍ଟି ହୋଇଛି। ବୈଜ୍ଞାନିକ ସିଏନଆର ରାଓଙ୍କ ସହ ସଚିନଙ୍କୁ ଏହି ସମ୍ମାନ ମିଳିଛି। କିଛି ଲୋକ ଏହାକୁ ସ୍ୱାଗତ କରୁଥିବା ବେଳେ ଅନ୍ୟମାନେ ହକି ଯାଦୁଗର ଧ୍ୟାନଚାନ୍ଦଙ୍କୁ ପ୍ରଥମେ ଏହି ସମ୍ମାନ ଦିଆଯିବା ଉଚିତ ଥିଲା ବୋଲି ଯୁକ୍ତି ବାଢ଼ୁଛନ୍ତି। କ୍ରୀଡ଼ା ଜଗତରୁ ପ୍ରଥମ ଥର ଏହି ସମ୍ମାନ ପାଇଁ ନିୟମ ସଂଶୋଧନ କରାଯାଇଥିଲା। bbox=[18, 1124, 318, 1240]
sudoku-cell[interactable] bbox=[1175, 1641, 1209, 1675]
star-emblem-icon bbox=[1100, 12, 1144, 66]
sudoku-solution-cell: 6 bbox=[1371, 1978, 1391, 1998]
story-nari-col2-text-2: ସାରା ଦେଶରେ ବର୍ଷ ବର୍ଷ ଧରି ପ୍ରାକୃତିକ ବିପର୍ଯ୍ୟୟ ଦେଖାଦେଉଛି। ଘୂର୍ଣ୍ଣିବାତ୍ୟା, ବନ୍ୟା ଓ ମରୁଡ଼ି ଭଳି ବିପଦ ଯୋଗୁ ସବୁଠୁ ଅଧିକ କ୍ଷତିଗ୍ରସ୍ତ ହୁଅନ୍ତି ମହିଳାମାନେ। ପରିବାରର ଦାୟିତ୍ୱ ତାଙ୍କ ଉପରେ ଥିବାରୁ ବିପର୍ଯ୍ୟୟ ପରେ ସେମାନଙ୍କ ସମସ୍ୟା ବଢ଼ିଯାଏ। ଆଶ୍ରୟସ୍ଥଳରେ ସୁରକ୍ଷା ଓ ସ୍ୱାସ୍ଥ୍ୟ ସେବାର ଅଭାବ ରହେ। ଏହି ଦିଗରେ ସ୍ୱତନ୍ତ୍ର ଯୋଜନା ପ୍ରସ୍ତୁତ କରିବା ଜରୁରୀ। bbox=[334, 1717, 732, 1799]
sudoku-solution-cell: 9 bbox=[1312, 2056, 1332, 2076]
sudoku-solution-cell: 7 bbox=[1429, 1958, 1449, 1978]
archive-date1: ୨୩ ନଭେମ୍ବର bbox=[165, 641, 247, 657]
sudoku-solution-cell: 7 bbox=[1351, 2075, 1371, 2095]
sudoku-cell[interactable] bbox=[1278, 1710, 1312, 1744]
sudoku-solution-cell: 2 bbox=[1429, 1997, 1449, 2017]
jilla-photo bbox=[1334, 256, 1484, 356]
sudoku-solution-cell: 9 bbox=[1390, 2075, 1410, 2095]
sudoku-solution-cell: 3 bbox=[1449, 2075, 1469, 2095]
bottom-credit: ସନ୍ଧାବନ୍ଦ, ବାଲେଶ୍ୱର, ମୋ– ୯୪୩୭୪୬୦୬୨୩ bbox=[951, 2232, 1154, 2245]
reader-sub2: କିଡ଼ାପଟ୍ କିପରି ହେବ bbox=[1258, 1048, 1400, 1069]
story-nari-col2-text-4: ଡାକରେଜରେ ସମୁଦ୍ରର ଜଳସ୍ତର ବୃଦ୍ଧି ଓ ଜଳବାୟୁ ପରିବର୍ତ୍ତନ ଯୋଗୁ ଉପକୂଳ ଅଞ୍ଚଳର ଲୋକମାନେ ବାସସ୍ଥାନ ହରାଉଛନ୍ତି। ମହିଳାମାନେ ପାଣି ଓ ଜାଳେଣି ସଂଗ୍ରହ ପାଇଁ ଅଧିକ ଦୂର ଯିବାକୁ ବାଧ୍ୟ ହେଉଛନ୍ତି। ପ୍ରକୃତିର ସୁରକ୍ଷା ସହ ନାରୀଙ୍କ ସଶକ୍ତିକରଣ ଯୋଡ଼ି ହୋଇ ରହିଛି। ବିପର୍ଯ୍ୟୟ ପରିଚାଳନାରେ ମହିଳାଙ୍କ ଭାଗିଦାରୀ ବୃଦ୍ଧି କରିବା ଦରକାର। bbox=[334, 1870, 732, 1935]
contact-email1-note: (Use only for letters to Editor, news & news photos) bbox=[1193, 1436, 1465, 1464]
sudoku-solution-cell: 8 bbox=[1371, 2075, 1391, 2095]
sudoku-solution-cell: 3 bbox=[1351, 2036, 1371, 2056]
archive-line1: ପଚିଶ ବର୍ଷ bbox=[35, 641, 95, 659]
chirantani-poem bbox=[1180, 57, 1478, 209]
story-br-col1-text-1: ନିକଟରେ ୧୦ଲେ ମାସ କ୍ରିକେଟ ତାରକା ସଚିନ ତେନ୍ଦୁଲକରଙ୍କୁ ଭାରତରତ୍ନ ସମ୍ମାନ ଘୋଷଣା ହେବା ପରେ ଦେଶରେ ଏକ ନୂଆ ବିତର୍କ ସୃଷ୍ଟି ହୋଇଛି। ବୈଜ୍ଞାନିକ ସିଏନଆର ରାଓଙ୍କ ସହ ସଚିନଙ୍କୁ ଏହି ସମ୍ମାନ ମିଳିଛି। କିଛି ଲୋକ ଏହାକୁ ସ୍ୱାଗତ କରୁଥିବା ବେଳେ ଅନ୍ୟମାନେ ହକି ଯାଦୁଗର ଧ୍ୟାନଚାନ୍ଦଙ୍କୁ ପ୍ରଥମେ ଏହି ସମ୍ମାନ ଦିଆଯିବା ଉଚିତ ଥିଲା ବୋଲି ଯୁକ୍ତି ବାଢ଼ୁଛନ୍ତି। କ୍ରୀଡ଼ା ଜଗତରୁ ପ୍ରଥମ ଥର ଏହି ସମ୍ମାନ ପାଇଁ ନିୟମ ସଂଶୋଧନ କରାଯାଇଥିଲା। bbox=[18, 801, 318, 917]
sudoku-solution-cell: 2 bbox=[1312, 2075, 1332, 2095]
sudoku-cell[interactable] bbox=[1415, 1847, 1449, 1881]
sudoku-solution-cell: 8 bbox=[1449, 1958, 1469, 1978]
sudoku-solution-cell: 4 bbox=[1390, 2095, 1410, 2115]
sudoku-cell[interactable] bbox=[1449, 1744, 1483, 1778]
sudoku-solution-cell: 1 bbox=[1371, 1997, 1391, 2017]
sudoku-solution-cell: 1 bbox=[1332, 2036, 1352, 2056]
story-tejpal-col1 bbox=[18, 64, 318, 620]
sudoku-cell[interactable]: 5 bbox=[1312, 1744, 1346, 1778]
section-logo-text: ଏଇ ଭାରତରେ bbox=[28, 14, 180, 45]
reader-letter-2-text: କ୍ରିକେଟ ଭଳି ଖେଳରେ ବଡ଼ ବଡ଼ ଖେଳାଳି ସୃଷ୍ଟି ହେଉଥିବା ବେଳେ ଆମ ଗାଁ ଗହଳିରେ ଖେଳ ପଡ଼ିଆର ଅଭାବ ରହିଛି। ପିଲାମାନଙ୍କ ପାଇଁ କ୍ରୀଡ଼ା ଭିତ୍ତିଭୂମି ନିର୍ମାଣ କରାଯିବା ଉଚିତ। bbox=[1168, 1077, 1490, 1125]
sudoku-solution-cell: 6 bbox=[1390, 2114, 1410, 2134]
headline-nari: ନାରୀ ଓ ପ୍ରାକୃତିକ ବିପର୍ଯ୍ୟୟ bbox=[395, 1569, 1093, 1633]
sudoku-solution-label: ଗତକାଲି ପ୍ରକାଶିତ ସମାଧାନ bbox=[1344, 2140, 1456, 2151]
india-map-icon bbox=[280, 14, 310, 48]
sudoku-cell[interactable] bbox=[1312, 1710, 1346, 1744]
story-br-col3-text-1: ବିଜ୍ଞାନ ଓ କ୍ରୀଡ଼ା କ୍ଷେତ୍ରରେ ଅବଦାନ ପାଇଁ ସମ୍ମାନ ମିଳିବା ଦେଶ ପାଇଁ ଗୌରବର ବିଷୟ। ଯୁବପିଢ଼ି ଏହା ଦ୍ୱାରା ଅନୁପ୍ରାଣିତ ହେବେ ବୋଲି ଆଶା କରାଯାଉଛି। କିନ୍ତୁ ରାଜନୈତିକ ଲାଭ ପାଇଁ ସମ୍ମାନର ବ୍ୟବହାର ହେବା ଉଚିତ ନୁହେଁ। ଏ ନେଇ ବିଭିନ୍ନ ମହଲରେ ଆଲୋଚନା ଜାରି ରହିଛି ଏବଂ ସରକାର ଏହାର ଉତ୍ତର ଦେବା ଆବଶ୍ୟକ। bbox=[746, 851, 1154, 916]
sudoku-solution-cell: 4 bbox=[1410, 2036, 1430, 2056]
chirantani-source: (ସ୍ୱପ୍ନ ସ୍ୱପନ) bbox=[1396, 211, 1478, 225]
chirantani-author: –କାଳିନ୍ଦୀ ଚରଣ ପାଣିଗ୍ରାହୀ bbox=[1335, 228, 1478, 244]
sudoku-cell[interactable] bbox=[1312, 1812, 1346, 1846]
sudoku-cell[interactable] bbox=[1312, 1675, 1346, 1709]
story-nari-col3-text-2: ଡାକରେଜରେ ସମୁଦ୍ରର ଜଳସ୍ତର ବୃଦ୍ଧି ଓ ଜଳବାୟୁ ପରିବର୍ତ୍ତନ ଯୋଗୁ ଉପକୂଳ ଅଞ୍ଚଳର ଲୋକମାନେ ବାସସ୍ଥାନ ହରାଉଛନ୍ତି। ମହିଳାମାନେ ପାଣି ଓ ଜାଳେଣି ସଂଗ୍ରହ ପାଇଁ ଅଧିକ ଦୂର ଯିବାକୁ ବାଧ୍ୟ ହେଉଛନ୍ତି। ପ୍ରକୃତିର ସୁରକ୍ଷା ସହ ନାରୀଙ୍କ ସଶକ୍ତିକରଣ ଯୋଡ଼ି ହୋଇ ରହିଛି। ବିପର୍ଯ୍ୟୟ ପରିଚାଳନାରେ ମହିଳାଙ୍କ ଭାଗିଦାରୀ ବୃଦ୍ଧି କରିବା ଦରକାର। bbox=[746, 1717, 1154, 1782]
sudoku-cell[interactable] bbox=[1449, 1675, 1483, 1709]
sudoku-solution-cell: 4 bbox=[1351, 1958, 1371, 1978]
contact-line3: ବି–୧୫, ରସୁଲଗଡ଼ ଶିଳ୍ପାଞ୍ଚଳ, ଭୁବନେଶ୍ୱର–୭୫୧୦୧୦ bbox=[1215, 1391, 1443, 1404]
sudoku-cell[interactable]: 7 bbox=[1415, 1881, 1449, 1915]
chirantani-title: ଚିରନ୍ତନୀ bbox=[1264, 12, 1394, 42]
sudoku-logo: su|do|ku bbox=[1168, 1544, 1308, 1574]
sudoku-solution-cell: 8 bbox=[1410, 2017, 1430, 2037]
jilla-title: ଜିଲା ଡାଏରୀ bbox=[1170, 252, 1330, 296]
sudoku-solution-cell: 4 bbox=[1449, 1978, 1469, 1998]
sudoku-solution-cell: 6 bbox=[1410, 2056, 1430, 2076]
sudoku-cell[interactable] bbox=[1346, 1744, 1380, 1778]
story-br-col1-text-3: ବିଜ୍ଞାନ ଓ କ୍ରୀଡ଼ା କ୍ଷେତ୍ରରେ ଅବଦାନ ପାଇଁ ସମ୍ମାନ ମିଳିବା ଦେଶ ପାଇଁ ଗୌରବର ବିଷୟ। ଯୁବପିଢ଼ି ଏହା ଦ୍ୱାରା ଅନୁପ୍ରାଣିତ ହେବେ ବୋଲି ଆଶା କରାଯାଉଛି। କିନ୍ତୁ ରାଜନୈତିକ ଲାଭ ପାଇଁ ସମ୍ମାନର ବ୍ୟବହାର ହେବା ଉଚିତ ନୁହେଁ। ଏ ନେଇ ବିଭିନ୍ନ ମହଲରେ ଆଲୋଚନା ଜାରି ରହିଛି ଏବଂ ସରକାର ଏହାର ଉତ୍ତର ଦେବା ଆବଶ୍ୟକ। bbox=[18, 1039, 318, 1121]
story-col2-text-4: ଶିଙ୍ଗ ଅପରେଶନ ଦ୍ୱାରା ଅନେକ ଗୋପନୀୟ ତଥ୍ୟ ପଦାକୁ ଆଣି ଭାରତରେ ଲୋକପ୍ରିୟ ହୋଇଥିବା ତେହେଲକା ଆଜି ନିଜେ ସନ୍ଦେହ ଘେରରେ। ସାମ୍ବାଦିକତାର ନୈତିକତା ନେଇ ପ୍ରଶ୍ନ ଉଠିଛି। କର୍ମକ୍ଷେତ୍ରରେ ମହିଳାଙ୍କ ସୁରକ୍ଷା ପାଇଁ ଆଇନ ରହିଥିଲେ ମଧ୍ୟ ତାହାର କାର୍ଯ୍ୟକାରିତା ଉପରେ ସନ୍ଦେହ ରହିଛି। ବିଶାଖା ନିର୍ଦ୍ଦେଶାବଳୀ ଅନୁସାରେ ପ୍ରତ୍ୟେକ ସଂସ୍ଥାରେ ଅଭିଯୋଗ କମିଟି ରହିବା ଆବଶ୍ୟକ। ଏହି ଘଟଣା ପରେ ଅନେକ ସଂସ୍ଥା ନିଜର ନୀତି ସମୀକ୍ଷା କରୁଛନ୍ତି। bbox=[334, 473, 732, 572]
sudoku-cell[interactable]: 5 bbox=[1415, 1812, 1449, 1846]
chirantani-line: ମରଣ, ମରଣ! bbox=[1198, 192, 1271, 207]
sudoku-cell[interactable] bbox=[1278, 1778, 1312, 1812]
sudoku-cell[interactable]: 8 bbox=[1175, 1881, 1209, 1915]
sudoku-solution-cell: 1 bbox=[1410, 2075, 1430, 2095]
sudoku-solution-cell: 2 bbox=[1449, 2056, 1469, 2076]
sudoku-cell[interactable] bbox=[1209, 1881, 1243, 1915]
story-br-col1-text-5: ଓ ଦେଶରେ ରାଜନୀତି ଉପରେ ଭାରତରତ୍ନ ସମ୍ମାନ ଦିଆଯିବା ନେଇ ସମାଲୋଚନା ହେଉଛି। ଅତୀତରେ ମଧ୍ୟ ଅନେକ ଥର ଏହି ସମ୍ମାନ ନେଇ ବିବାଦ ଉପୁଜିଥିଲା। ଜାତୀୟ ନେତାମାନଙ୍କୁ ଏହି ସମ୍ମାନ ମରଣୋତ୍ତର ଭାବେ ଦିଆଯାଇଥିବାରୁ ପ୍ରଶ୍ନ ଉଠିଥିଲା। ଦେଶର ସର୍ବୋଚ୍ଚ ନାଗରିକ ସମ୍ମାନ ଭାବେ ଏହାର ମର୍ଯ୍ୟାଦା ରକ୍ଷା କରିବା ସମସ୍ତଙ୍କ ଦାୟିତ୍ୱ। ଏଥିପାଇଁ ଏକ ସ୍ୱଚ୍ଛ ଚୟନ ପ୍ରକ୍ରିୟା ଆବଶ୍ୟକ। bbox=[18, 1243, 318, 1359]
sudoku-cell[interactable] bbox=[1278, 1641, 1312, 1675]
sudoku-cell[interactable] bbox=[1209, 1847, 1243, 1881]
story-col2-text-2: ଗୁରୁବାର ରାତି ପ୍ରାୟ ୭ଟା ୪୪ ମିନିଟରେ ମାପୁସାର ମହୁମାଷ୍ଟରରେ ପୋଲିସ ଯାଇ ତେହେଲକା ସମ୍ପାଦକ ତରୁଣ ତେଜପାଲଙ୍କୁ ଗିରଫ କରିବା ପାଇଁ ଏକ ଅଭିଯାନ ଚଳାଇଥିଲା। ପ୍ରଥମେ ସେ ଅନ୍ତରୀଣ ଜାମିନ ଆବେଦନ କରିଥିଲେ ଏବଂ କୋର୍ଟ ଆଗରେ ଯୁକ୍ତି ବାଢ଼ିଥିଲେ। ଏହି ଘଟଣା ସାରା ଦେଶରେ ଆଲୋଚନାର ବିଷୟ ପାଲଟିଛି। ଗୋଆ ପୋଲିସ ତାଙ୍କୁ ପଚରାଉଚରା କରି ମାମଲାର ତଦନ୍ତ ଜାରି ରଖିଛି। ମହିଳା ସାମ୍ବାଦିକଙ୍କ ଅଭିଯୋଗ ଆଧାରରେ ଏହି ମାମଲା ଦାୟର ହୋଇଥିଲା ଏବଂ ଏହା ପରେ ସମ୍ପାଦକ ପଦରୁ ତେଜପାଲ ଇସ୍ତଫା ଦେଇଥିଲେ। ଗଣମାଧ୍ୟମରେ ଏ ନେଇ ବିଭିନ୍ନ ମତ ପ୍ରକାଶ ପାଉଛି। bbox=[334, 269, 732, 385]
jilla-story-text-3: ଏ ନେଇ ଜବରଦଖଲ ସମସ୍ୟା ବଲାଙ୍ଗୀର ସହରରେ ଦିନକୁ ଦିନ ଉତ୍କଟ ହେଉଛି। ସରକାରୀ ଜମି ଦଖଲ କରି ଦୋକାନ ଓ ଘର ତିଆରି ହୋଇଛି। ରାସ୍ତା ସଂକୀର୍ଣ୍ଣ ହୋଇଯାଇଥିବାରୁ ଯାନବାହନ ଚଳାଚଳରେ ଅସୁବିଧା ହେଉଛି। ପ୍ରଶାସନ ଅନେକ ଥର ଉଚ୍ଛେଦ ଅଭିଯାନ ଚଳାଇଥିଲେ ମଧ୍ୟ ସ୍ଥାୟୀ ସମାଧାନ ମିଳିନାହିଁ। ସହରର ସୌନ୍ଦର୍ଯ୍ୟ ନଷ୍ଟ ହେବା ସହ ଜଳ ନିଷ୍କାସନ ବ୍ୟବସ୍ଥା ମଧ୍ୟ ବାଧାପ୍ରାପ୍ତ ହେଉଛି। bbox=[1168, 601, 1490, 700]
